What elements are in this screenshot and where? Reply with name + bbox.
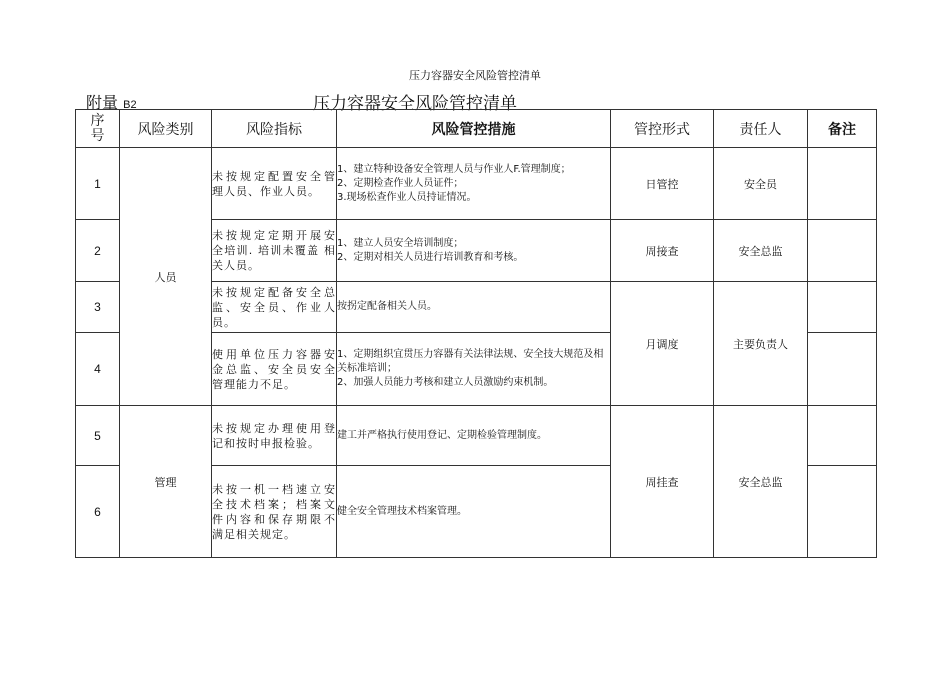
document-header: 压力容器安全风险管控清单 [409,69,541,82]
risk-control-table [75,109,877,558]
indicator-cell: 未按规定办理使用登 记和按时申报检验。 [212,406,337,466]
row-number: 4 [76,333,120,406]
category-cell: 人员 [120,148,212,406]
control-form-cell: 月调度 [611,282,714,406]
table-title: 压力容器安全风险管控清单 [313,94,517,114]
row-number: 3 [76,282,120,333]
row-number: 5 [76,406,120,466]
control-form-cell: 周挂查 [611,406,714,558]
col-header-seq-char: 序 [90,112,105,129]
remark-cell [808,220,877,282]
measure-line: 按拐定配备相关人员。 [337,301,437,312]
indicator-cell: 未按规定定期开展安 全培训. 培训未覆盖 相关人员。 [212,220,337,282]
row-number: 1 [76,148,120,220]
measure-line: 建工并严格执行使用登记、定期检验管理制度。 [337,429,547,441]
remark-cell [808,282,877,333]
measure-line: 2、定期对相关人员进行培训教育和考核。 [337,251,524,263]
measure-line: 1、建立人员安全培训制度； [337,237,464,249]
col-header-category: 风险类别 [120,110,212,148]
remark-cell [808,466,877,558]
col-header-form: 管控形式 [611,110,714,148]
indicator-cell: 未按一机一档速立安 全技术档案；档案文 件内容和保存期限不 满足相关规定。 [212,466,337,558]
responsible-cell: 安全总监 [714,406,808,558]
measures-cell [337,466,611,558]
table-row [76,148,877,220]
measure-line: 2、加强人员能力考核和建立人员激励约束机制。 [337,377,554,388]
responsible-cell: 安全总监 [714,220,808,282]
col-header-remark: 备注 [808,110,877,148]
measures-cell [337,148,611,220]
measure-line: 1、定期组织宜贯压力容器有关法律法规、安全技大规范及相关标准培训； [337,349,604,374]
indicator-cell: 未按规定配置安全管 理人员、作业人员。 [212,148,337,220]
measure-line: 健全安全管理技术档案管理。 [337,505,467,517]
col-header-seq [76,110,120,148]
remark-cell [808,148,877,220]
responsible-cell: 安全员 [714,148,808,220]
col-header-indicator: 风险指标 [212,110,337,148]
header-row [76,110,877,148]
indicator-cell: 未按规定配备安全总 监、安全员、作业人 员。 [212,282,337,333]
measures-cell [337,333,611,406]
category-cell: 管理 [120,406,212,558]
annex-prefix: 附量 [86,93,119,112]
measures-cell [337,220,611,282]
annex-code: B2 [123,99,137,111]
responsible-cell: 主要负责人 [714,282,808,406]
control-form-cell: 周接查 [611,220,714,282]
row-number: 6 [76,466,120,558]
col-header-measures: 风险管控措施 [337,110,611,148]
col-header-seq-char: 号 [90,127,105,144]
measures-cell [337,282,611,333]
measure-line: 1、建立特种设备安全管理人员与作业人F.管理制度； [337,163,571,175]
control-form-cell: 日管控 [611,148,714,220]
remark-cell [808,333,877,406]
measure-line: 2、定期检查作业人员证件； [337,177,464,189]
remark-cell [808,406,877,466]
row-number: 2 [76,220,120,282]
table-row [76,406,877,466]
col-header-responsible: 责任人 [714,110,808,148]
indicator-cell: 使用单位压力容器安 金总监、安全员安全 管理能力不足。 [212,333,337,406]
measures-cell [337,406,611,466]
measure-line: 3.现场松查作业人员持证情况。 [337,191,477,203]
